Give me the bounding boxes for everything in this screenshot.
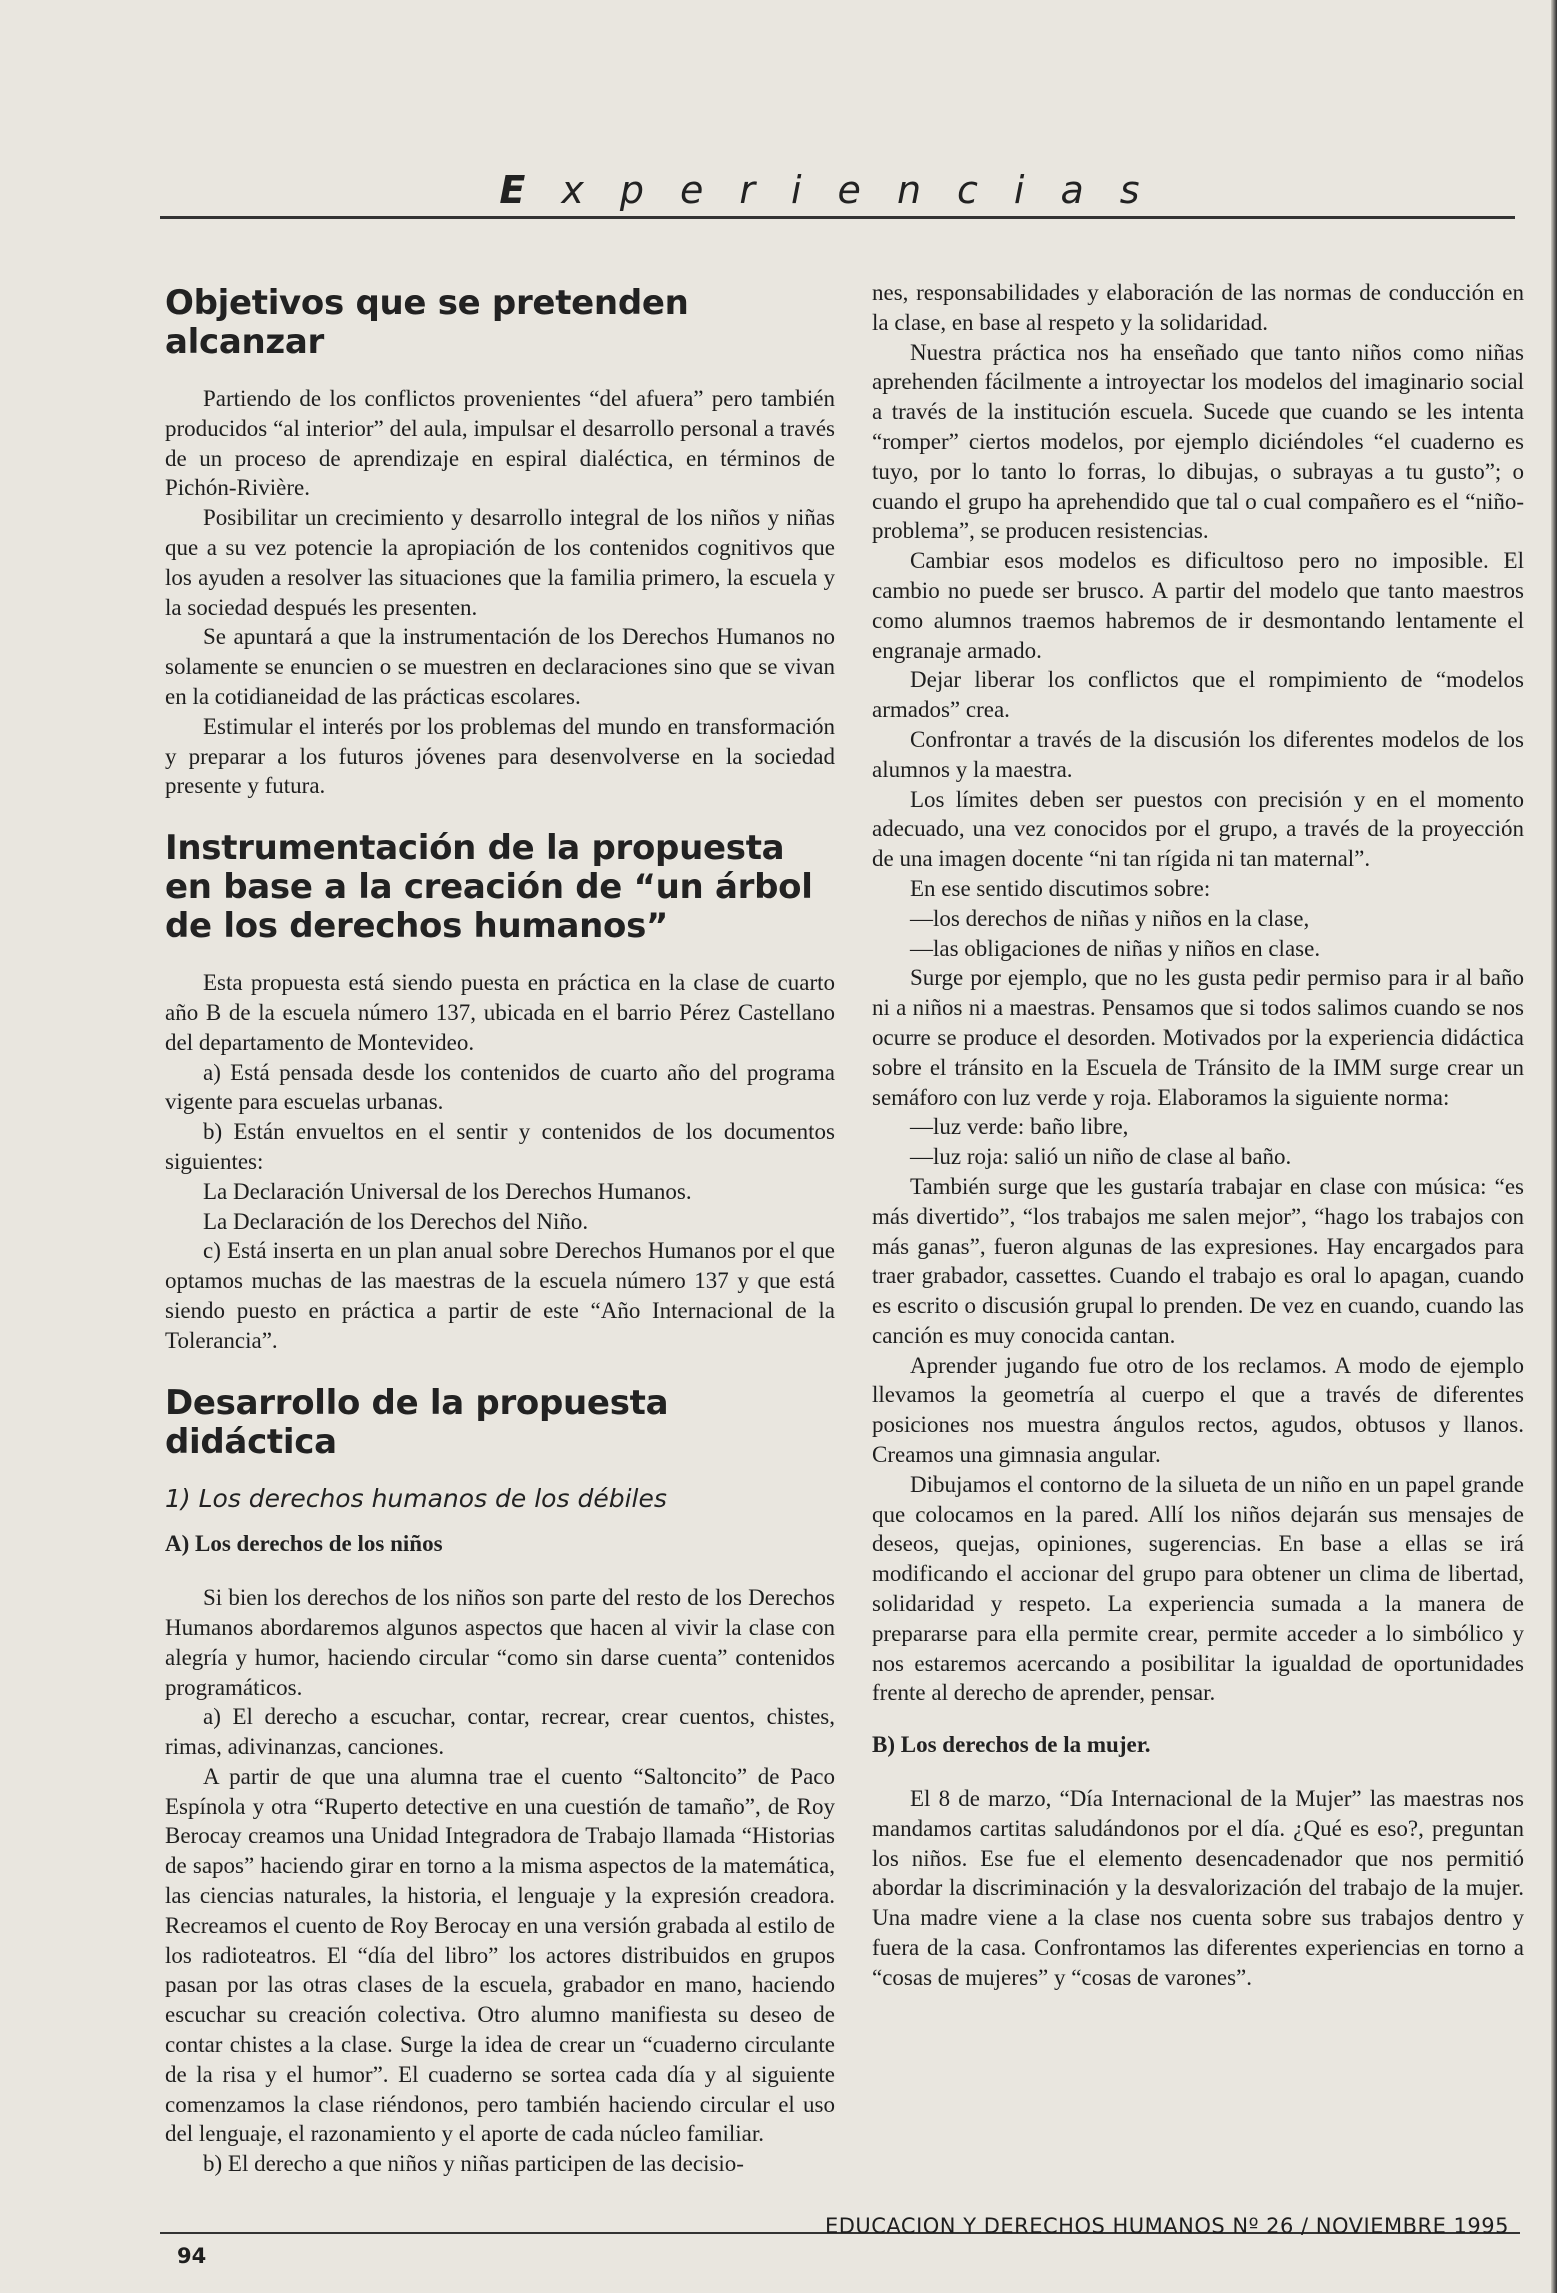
running-head-rest: xperiencias: [561, 168, 1176, 212]
paragraph: a) El derecho a escuchar, contar, recrear, crear cuentos, chistes, rimas, adivinanzas, canciones.: [165, 1704, 835, 1760]
list-item: —luz verde: baño libre,: [910, 1114, 1129, 1140]
publication-footer: EDUCACION Y DERECHOS HUMANOS Nº 26 / NOVIEMBRE 1995: [824, 2214, 1509, 2238]
subheading-debiles: 1) Los derechos humanos de los débiles: [165, 1483, 667, 1513]
paragraph: Estimular el interés por los problemas del mundo en transformación y preparar a los futuros jóvenes para desenvolverse en la sociedad presente y futura.: [165, 713, 835, 799]
paragraph: El 8 de marzo, “Día Internacional de la Mujer” las maestras nos mandamos cartitas saludándonos por el día. ¿Qué es eso?, preguntan los niños. Ese fue el elemento desencadenador que nos permitió abordar la discriminación y la desvalorización del trabajo de la mujer. Una madre viene a la clase nos cuenta sobre sus trabajos dentro y fuera de la casa. Confrontamos las diferentes experiencias en torno a “cosas de mujeres” y “cosas de varones”.: [872, 1786, 1524, 1990]
heading-desarrollo: Desarrollo de la propuesta didáctica: [165, 1382, 669, 1462]
paragraph: Dejar liberar los conflictos que el rompimiento de “modelos armados” crea.: [872, 667, 1524, 723]
paragraph: La Declaración Universal de los Derechos Humanos.: [203, 1178, 692, 1204]
right-column: [872, 278, 1524, 1993]
paragraph: Surge por ejemplo, que no les gusta pedir permiso para ir al baño ni a niños ni a maestras. Pensamos que si todos salimos cuando se nos ocurre se produce el desorden. Motivados por la experiencia didáctica sobre el tránsito en la Escuela de Tránsito de la IMM surge crear un semáforo con luz verde y roja. Elaboramos la siguiente norma:: [872, 965, 1524, 1110]
paragraph: Se apuntará a que la instrumentación de los Derechos Humanos no solamente se enuncien o se muestren en declaraciones sino que se vivan en la cotidianeidad de las prácticas escolares.: [165, 624, 835, 709]
paragraph: La Declaración de los Derechos del Niño.: [203, 1208, 589, 1234]
paragraph: En ese sentido discutimos sobre:: [910, 875, 1211, 901]
paragraph: Posibilitar un crecimiento y desarrollo integral de los niños y niñas que a su vez potencie la apropiación de los contenidos cognitivos que los ayuden a resolver las situaciones que la familia primero, la escuela y la sociedad después les presenten.: [165, 505, 835, 620]
paragraph: Aprender jugando fue otro de los reclamos. A modo de ejemplo llevamos la geometría al cuerpo el que a través de diferentes posiciones nos muestra ángulos rectos, agudos, obtusos y llanos. Creamos una gimnasia angular.: [872, 1352, 1524, 1468]
paragraph: Dibujamos el contorno de la silueta de un niño en un papel grande que colocamos en la pared. Allí los niños dejarán sus mensajes de deseos, quejas, opiniones, sugerencias. En base a ellas se irá modificando el accionar del grupo para obtener un clima de libertad, solidaridad y respeto. La experiencia sumada a la manera de prepararse para ella permite crear, permite acceder a lo simbólico y nos estaremos acercando a posibilitar la igualdad de oportunidades frente al derecho de aprender, pensar.: [872, 1471, 1524, 1706]
left-column: [165, 278, 835, 2179]
paragraph: Confrontar a través de la discusión los diferentes modelos de los alumnos y la maestra.: [872, 726, 1524, 782]
paragraph: Cambiar esos modelos es dificultoso pero no imposible. El cambio no puede ser brusco. A partir del modelo que tanto maestros como alumnos traemos habremos de ir desmontando lentamente el engranaje armado.: [872, 548, 1524, 663]
running-head-initial: E: [499, 168, 562, 212]
paragraph: Partiendo de los conflictos provenientes “del afuera” pero también producidos “al interior” del aula, impulsar el desarrollo personal a través de un proceso de aprendizaje en espiral dialéctica, en términos de Pichón-Rivière.: [165, 386, 835, 501]
heading-derechos-mujer: B) Los derechos de la mujer.: [872, 1732, 1151, 1758]
heading-derechos-ninos: A) Los derechos de los niños: [165, 1531, 443, 1557]
page-edge-shadow: [1551, 0, 1557, 2293]
page-number: 94: [177, 2244, 207, 2268]
paragraph: A partir de que una alumna trae el cuento “Saltoncito” de Paco Espínola y otra “Ruperto detective en una cuestión de tamaño”, de Roy Berocay creamos una Unidad Integradora de Trabajo llamada “Historias de sapos” haciendo girar en torno a la misma aspectos de la matemática, las ciencias naturales, la historia, el lenguaje y la expresión creadora. Recreamos el cuento de Roy Berocay en una versión grabada al estilo de los radioteatros. El “día del libro” los actores distribuidos en grupos pasan por las otras clases de la escuela, grabador en mano, haciendo escuchar su creación colectiva. Otro alumno manifiesta su deseo de contar chistes a la clase. Surge la idea de crear un “cuaderno circulante de la risa y el humor”. El cuaderno se sortea cada día y al siguiente comenzamos la clase riéndonos, pero también haciendo circular el uso del lenguaje, el razonamiento y el aporte de cada núcleo familiar.: [165, 1763, 835, 2147]
paragraph: También surge que les gustaría trabajar en clase con música: “es más divertido”, “los trabajos me salen mejor”, “hago los trabajos con más ganas”, fueron algunas de las expresiones. Hay encargados para traer grabador, cassettes. Cuando el trabajo es oral lo apagan, cuando es escrito o discusión grupal lo prenden. De vez en cuando, cuando las canción es muy conocida cantan.: [872, 1173, 1524, 1348]
paragraph: nes, responsabilidades y elaboración de las normas de conducción en la clase, en base al respeto y la solidaridad.: [872, 280, 1524, 335]
list-item: —luz roja: salió un niño de clase al baño.: [910, 1144, 1292, 1170]
list-item: —los derechos de niñas y niños en la clase,: [910, 905, 1310, 931]
heading-objetivos: Objetivos que se pretenden alcanzar: [165, 283, 689, 362]
paragraph: Los límites deben ser puestos con precisión y en el momento adecuado, una vez conocidos por el grupo, a través de la proyección de una imagen docente “ni tan rígida ni tan maternal”.: [872, 786, 1524, 872]
paragraph: Si bien los derechos de los niños son parte del resto de los Derechos Humanos abordaremos algunos aspectos que hacen al vivir la clase con alegría y humor, haciendo circular “como sin darse cuenta” contenidos programáticos.: [165, 1585, 835, 1700]
list-item: —las obligaciones de niñas y niños en clase.: [910, 935, 1321, 961]
paragraph: b) Están envueltos en el sentir y contenidos de los documentos siguientes:: [165, 1119, 835, 1174]
paragraph: Esta propuesta está siendo puesta en práctica en la clase de cuarto año B de la escuela número 137, ubicada en el barrio Pérez Castellano del departamento de Montevideo.: [165, 970, 835, 1055]
header-rule: [160, 216, 1515, 219]
section-running-head: [160, 168, 1515, 216]
heading-instrumentacion: Instrumentación de la propuesta en base a la creación de “un árbol de los derechos humanos”: [165, 828, 813, 947]
paragraph: Nuestra práctica nos ha enseñado que tanto niños como niñas aprehenden fácilmente a introyectar los modelos del imaginario social a través de la institución escuela. Sucede que cuando se les intenta “romper” ciertos modelos, por ejemplo diciéndoles “el cuaderno es tuyo, por lo tanto lo forras, lo dibujas, o subrayas a tu gusto”; o cuando el grupo ha aprehendido que tal o cual compañero es el “niño-problema”, se producen resistencias.: [872, 339, 1524, 544]
paragraph: c) Está inserta en un plan anual sobre Derechos Humanos por el que optamos muchas de las maestras de la escuela número 137 y que está siendo puesto en práctica a partir de este “Año Internacional de la Tolerancia”.: [165, 1238, 835, 1353]
paragraph: b) El derecho a que niños y niñas participen de las decisio-: [203, 2151, 744, 2177]
paragraph: a) Está pensada desde los contenidos de cuarto año del programa vigente para escuelas urbanas.: [165, 1059, 835, 1115]
